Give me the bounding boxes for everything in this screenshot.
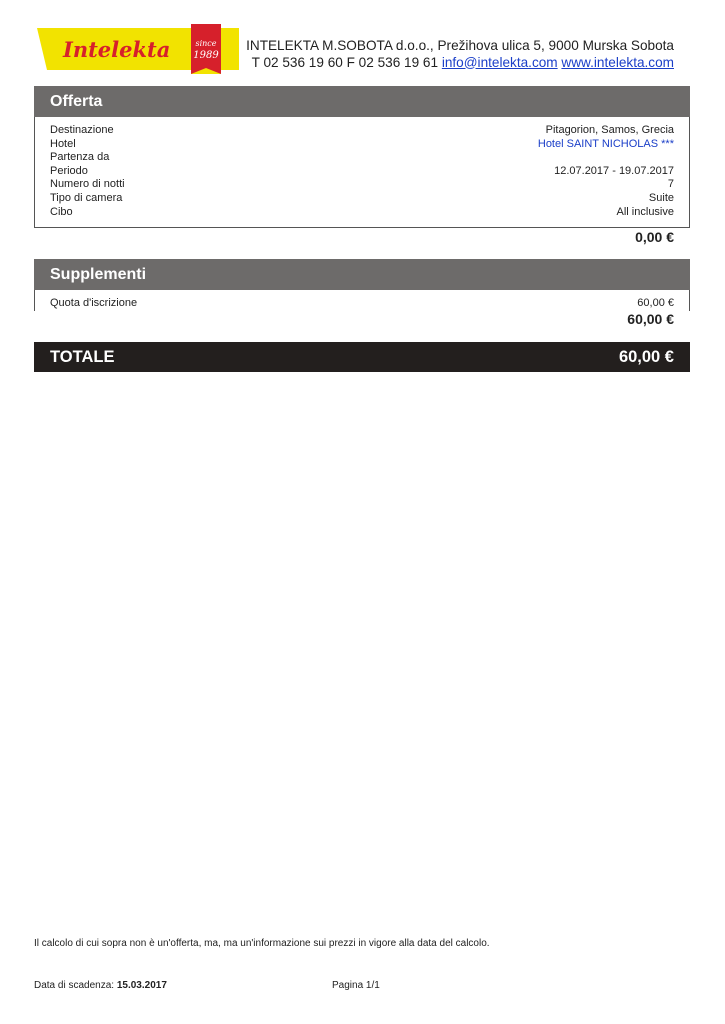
supplements-section-header: Supplementi — [34, 259, 690, 290]
offer-row-destination — [35, 124, 689, 138]
offer-row-period — [35, 165, 689, 179]
logo-badge-year: 1989 — [193, 50, 219, 61]
disclaimer-note: Il calcolo di cui sopra non è un'offerta, ma, ma un'informazione sui prezzi in vigore alla data del calcolo. — [34, 938, 490, 949]
company-phone-fax: T 02 536 19 60 F 02 536 19 61 — [251, 54, 439, 70]
hotel-link[interactable]: Hotel SAINT NICHOLAS *** — [537, 137, 674, 150]
offer-label: Partenza da — [50, 151, 110, 164]
offer-label: Cibo — [50, 205, 73, 218]
company-contacts — [246, 55, 674, 72]
offer-row-departure — [35, 151, 689, 165]
supplement-label: Quota d'iscrizione — [50, 297, 138, 309]
supplement-value: 60,00 € — [637, 297, 674, 309]
company-info — [246, 38, 674, 71]
offer-details-box — [34, 117, 690, 228]
offer-label: Periodo — [50, 164, 88, 177]
offer-row-hotel — [35, 138, 689, 152]
expiry-date: 15.03.2017 — [116, 980, 167, 991]
offer-label: Hotel — [50, 137, 76, 150]
offer-value: All inclusive — [616, 205, 674, 218]
offer-section-header: Offerta — [34, 86, 690, 117]
total-bar — [34, 342, 690, 372]
logo-badge-since: since — [195, 39, 217, 48]
offer-row-nights — [35, 178, 689, 192]
supplements-details-box — [34, 290, 690, 311]
total-label: TOTALE — [50, 347, 115, 366]
company-email-link[interactable]: info@intelekta.com — [441, 54, 558, 70]
supplements-subtotal: 60,00 € — [627, 311, 674, 327]
offer-value: 7 — [667, 178, 674, 191]
page-number: Pagina 1/1 — [332, 980, 380, 991]
company-website-link[interactable]: www.intelekta.com — [561, 54, 674, 70]
expiry-label: Data di scadenza: — [34, 980, 115, 991]
offer-value: Suite — [648, 191, 674, 204]
offer-label: Numero di notti — [50, 178, 125, 191]
supplement-row-registration — [35, 297, 689, 311]
offer-row-board — [35, 206, 689, 220]
company-address: INTELEKTA M.SOBOTA d.o.o., Prežihova ulica 5, 9000 Murska Sobota — [246, 38, 674, 53]
logo-wordmark: Intelekta — [63, 37, 171, 62]
offer-label: Destinazione — [50, 124, 114, 136]
total-value: 60,00 € — [618, 347, 674, 366]
offer-row-room-type — [35, 192, 689, 206]
offer-subtotal: 0,00 € — [635, 229, 674, 245]
expiry-info — [34, 980, 167, 991]
offer-value: Pitagorion, Samos, Grecia — [545, 124, 674, 136]
offer-value: 12.07.2017 - 19.07.2017 — [554, 164, 674, 177]
company-logo — [37, 24, 239, 74]
offer-label: Tipo di camera — [50, 191, 123, 204]
